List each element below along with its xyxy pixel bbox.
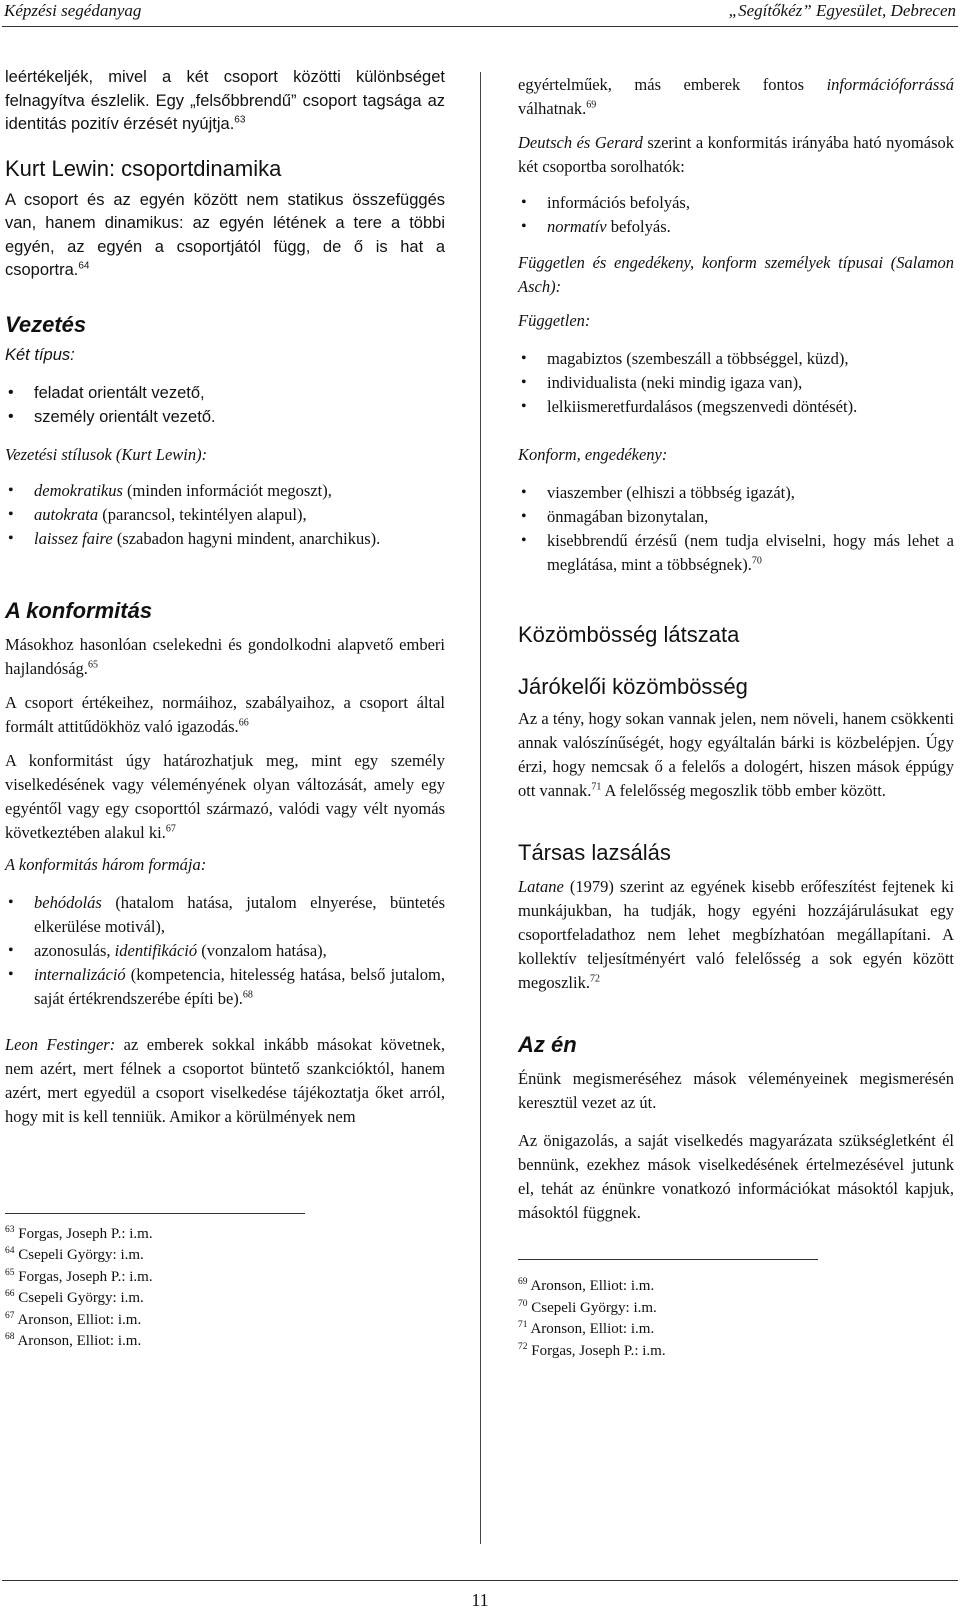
tarsas-paragraph: Latane (1979) szerint az egyének kisebb erőfeszítést fejtenek ki munkájukban, ha tudják, hogy egyéni hozzájárulásukat egy csoportfeladathoz nem lehet megbízhatóan megállapítani. A kollektív teljesítményért való felelősség a sok egyén között megoszlik.$^{72}$ bbox=[518, 877, 954, 992]
forma-list bbox=[5, 891, 445, 1011]
footnote-rule bbox=[5, 1213, 305, 1214]
konform-list bbox=[518, 481, 954, 577]
befolyas-list bbox=[518, 191, 954, 239]
az-en-heading: Az én bbox=[518, 1032, 577, 1057]
festinger-paragraph: Leon Festinger: az emberek sokkal inkább másokat követnek, nem azért, mert félnek a csoportot büntető szankcióktól, hanem azért, mert egyedül a csoport viselkedése tájékoztatja őket arról, hogy mit is kell tenniük. Amikor a körülmények nem bbox=[5, 1034, 446, 1126]
footnote: $^{65}$ Forgas, Joseph P.: i.m. bbox=[5, 1267, 153, 1285]
lewin-heading: Kurt Lewin: csoportdinamika bbox=[5, 155, 282, 181]
list-item: • demokratikus (minden információt megoszt), bbox=[5, 479, 445, 503]
footnote: $^{67}$ Aronson, Elliot: i.m. bbox=[5, 1310, 142, 1328]
footnote: $^{64}$ Csepeli György: i.m. bbox=[5, 1246, 144, 1263]
intro-paragraph: leértékeljék, mivel a két csoport közötti különbséget felnagyítva észlelik. Egy „felsőbbrendű” csoport tagsága az identitás pozitív érzését nyújtja.$^{63}$ bbox=[5, 68, 445, 133]
page-header bbox=[0, 0, 960, 28]
footnote: $^{66}$ Csepeli György: i.m. bbox=[5, 1289, 144, 1306]
fuggetlen-heading: Független: bbox=[518, 311, 591, 330]
list-item: • behódolás (hatalom hatása, jutalom elnyerése, büntetés elkerülése motivál), bbox=[5, 891, 445, 939]
asch-heading: Független és engedékeny, konform személyek típusai (Salamon Asch): bbox=[518, 253, 954, 296]
footnote-ref: 66 bbox=[238, 717, 249, 728]
stilus-heading: Vezetési stílusok (Kurt Lewin): bbox=[5, 444, 208, 464]
list-item: • individualista (neki mindig igaza van), bbox=[518, 371, 954, 395]
footnote: $^{72}$ Forgas, Joseph P.: i.m. bbox=[518, 1341, 666, 1359]
footnote: $^{71}$ Aronson, Elliot: i.m. bbox=[518, 1320, 655, 1337]
footnote: $^{70}$ Csepeli György: i.m. bbox=[518, 1298, 657, 1316]
footnote-ref: 65 bbox=[87, 659, 98, 670]
page-number: 11 bbox=[471, 1590, 489, 1610]
footnote-ref: 70 bbox=[751, 555, 762, 567]
stilus-list bbox=[5, 479, 445, 551]
list-item: • laissez faire (szabadon hagyni mindent, anarchikus). bbox=[5, 527, 445, 551]
column-divider bbox=[480, 72, 481, 1544]
list-item: • önmagában bizonytalan, bbox=[518, 505, 954, 529]
ket-tipus-label: Két típus: bbox=[5, 345, 75, 364]
right-column bbox=[518, 73, 954, 1362]
list-item: • normatív befolyás. bbox=[518, 215, 954, 239]
list-item: • viaszember (elhiszi a többség igazát), bbox=[518, 481, 954, 505]
header-left-title: Képzési segédanyag bbox=[4, 1, 142, 20]
list-item: • információs befolyás, bbox=[518, 191, 954, 215]
list-item: • azonosulás, identifikáció (vonzalom hatása), bbox=[5, 939, 445, 963]
vezetes-heading: Vezetés bbox=[5, 311, 87, 337]
header-right-title: „Segítőkéz” Egyesület, Debrecen bbox=[728, 1, 956, 20]
footnote-ref: 69 bbox=[586, 99, 597, 111]
deutsch-paragraph: Deutsch és Gerard szerint a konformitás irányába ható nyomások két csoportba sorolhatók: bbox=[518, 133, 954, 176]
konformitas-paragraph-3: A konformitást úgy határozhatjuk meg, mint egy személy viselkedésének vagy véleményének olyan változását, amely egy egyéntől vagy egy csoporttól származó, valódi vagy vélt nyomás következtében alakul ki.$^{67}$ bbox=[5, 750, 445, 842]
konformitas-paragraph-1: Másokhoz hasonlóan cselekedni és gondolkodni alapvető emberi hajlandóság.$^{65}$ bbox=[5, 634, 445, 678]
tipus-list bbox=[5, 381, 445, 429]
fuggetlen-list bbox=[518, 347, 954, 419]
konform-heading: Konform, engedékeny: bbox=[518, 445, 668, 464]
list-item: • autokrata (parancsol, tekintélyen alapul), bbox=[5, 503, 445, 527]
footnote-rule bbox=[518, 1259, 818, 1260]
list-item: • lelkiismeretfurdalásos (megszenvedi döntését). bbox=[518, 395, 954, 419]
footnote: $^{69}$ Aronson, Elliot: i.m. bbox=[518, 1277, 655, 1294]
kozombosseg-heading: Közömbösség látszata bbox=[518, 622, 740, 647]
tarsas-heading: Társas lazsálás bbox=[518, 840, 671, 865]
konformitas-paragraph-2: A csoport értékeihez, normáihoz, szabályaihoz, a csoport által formált attitűdökhöz való igazodás.$^{66}$ bbox=[5, 692, 445, 736]
az-en-paragraph-2: Az önigazolás, a saját viselkedés magyarázata szükségletként él bennünk, ezekhez mások viselkedésének értelmezésével jutunk el, tehát az énünkre vonatkozó információkat másoktól kapjuk, másoktól függnek. bbox=[518, 1131, 954, 1222]
footer-rule bbox=[2, 1580, 958, 1581]
harom-forma-heading: A konformitás három formája: bbox=[5, 854, 207, 874]
konformitas-heading: A konformitás bbox=[5, 597, 153, 623]
footnote: $^{68}$ Aronson, Elliot: i.m. bbox=[5, 1332, 142, 1349]
right-footnotes bbox=[518, 1276, 954, 1362]
footnote: $^{63}$ Forgas, Joseph P.: i.m. bbox=[5, 1224, 153, 1242]
footnote-ref: 72 bbox=[589, 973, 600, 985]
continuation-paragraph: egyértelműek, más emberek fontos információforrássá válhatnak.$^{69}$ bbox=[518, 75, 954, 118]
list-item: • személy orientált vezető. bbox=[5, 405, 445, 429]
list-item: • internalizáció (kompetencia, hitelesség hatása, belső jutalom, saját értékrendszerébe építi be).$^{68}$ bbox=[5, 963, 445, 1011]
footnote-ref: 68 bbox=[242, 989, 253, 1000]
footnote-ref: 71 bbox=[591, 781, 602, 793]
list-item: • kisebbrendű érzésű (nem tudja elviselni, hogy más lehet a meglátása, mint a többségnek).$^{70}$ bbox=[518, 529, 954, 577]
footnote-ref: 67 bbox=[165, 823, 176, 834]
list-item: • feladat orientált vezető, bbox=[5, 381, 445, 405]
az-en-paragraph-1: Énünk megismeréséhez mások véleményeinek megismerésén keresztül vezet az út. bbox=[518, 1069, 954, 1112]
lewin-paragraph: A csoport és az egyén között nem statikus összefüggés van, hanem dinamikus: az egyén létének a tere a többi egyén, az egyén a csoportjától függ, de ő is hat a csoportra.$^{64}$ bbox=[5, 190, 445, 279]
footnote-ref: 64 bbox=[78, 260, 90, 272]
header-rule bbox=[2, 26, 958, 27]
jarokeloi-heading: Járókelői közömbösség bbox=[518, 674, 748, 699]
jarokeloi-paragraph: Az a tény, hogy sokan vannak jelen, nem növeli, hanem csökkenti annak valószínűségét, hogy egyáltalán bárki is közbelépjen. Úgy érzi, hogy nemcsak ő a felelős a dologért, hiszen mások éppúgy ott vannak.$^{71}$ A felelősség megoszlik több ember között. bbox=[518, 709, 954, 800]
list-item: • magabiztos (szembeszáll a többséggel, küzd), bbox=[518, 347, 954, 371]
left-column bbox=[5, 66, 445, 1353]
left-footnotes bbox=[5, 1224, 445, 1353]
footnote-ref: 63 bbox=[234, 114, 246, 126]
